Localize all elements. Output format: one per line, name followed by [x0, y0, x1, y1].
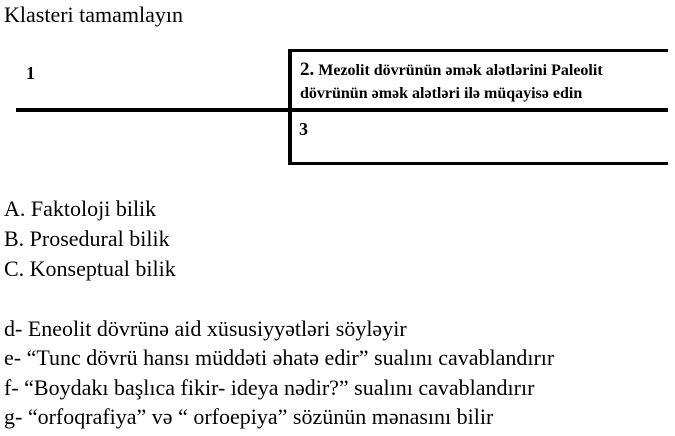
option-c: C. Konseptual bilik — [4, 256, 176, 281]
statement-f: f- “Boydakı başlıca fikir- ideya nədir?” sualını cavablandırır — [4, 375, 535, 400]
statement-g: g- “orfoqrafiya” və “ orfoepiya” sözünün mənasını bilir — [4, 404, 494, 429]
cluster-cell-3: 3 — [299, 119, 308, 139]
statement-d: d- Eneolit dövrünə aid xüsusiyyətləri söyləyir — [4, 316, 407, 341]
top-right-border — [288, 49, 668, 52]
vertical-divider — [288, 49, 292, 165]
horizontal-divider — [16, 108, 668, 112]
bottom-right-border — [288, 162, 668, 165]
cluster-cell-2 — [300, 58, 672, 105]
option-a: A. Faktoloji bilik — [4, 196, 157, 221]
statement-e: e- “Tunc dövrü hansı müddəti əhatə edir” sualını cavablandırır — [4, 345, 555, 370]
cluster-cell-2-text: Mezolit dövrünün əmək alətlərini Paleolit dövrünün əmək alətləri ilə müqayisə edin — [300, 62, 603, 102]
cluster-cell-1: 1 — [26, 63, 35, 83]
option-b: B. Prosedural bilik — [4, 226, 170, 251]
cluster-cell-2-number: 2. — [300, 59, 315, 80]
page-title: Klasteri tamamlayın — [4, 2, 183, 27]
